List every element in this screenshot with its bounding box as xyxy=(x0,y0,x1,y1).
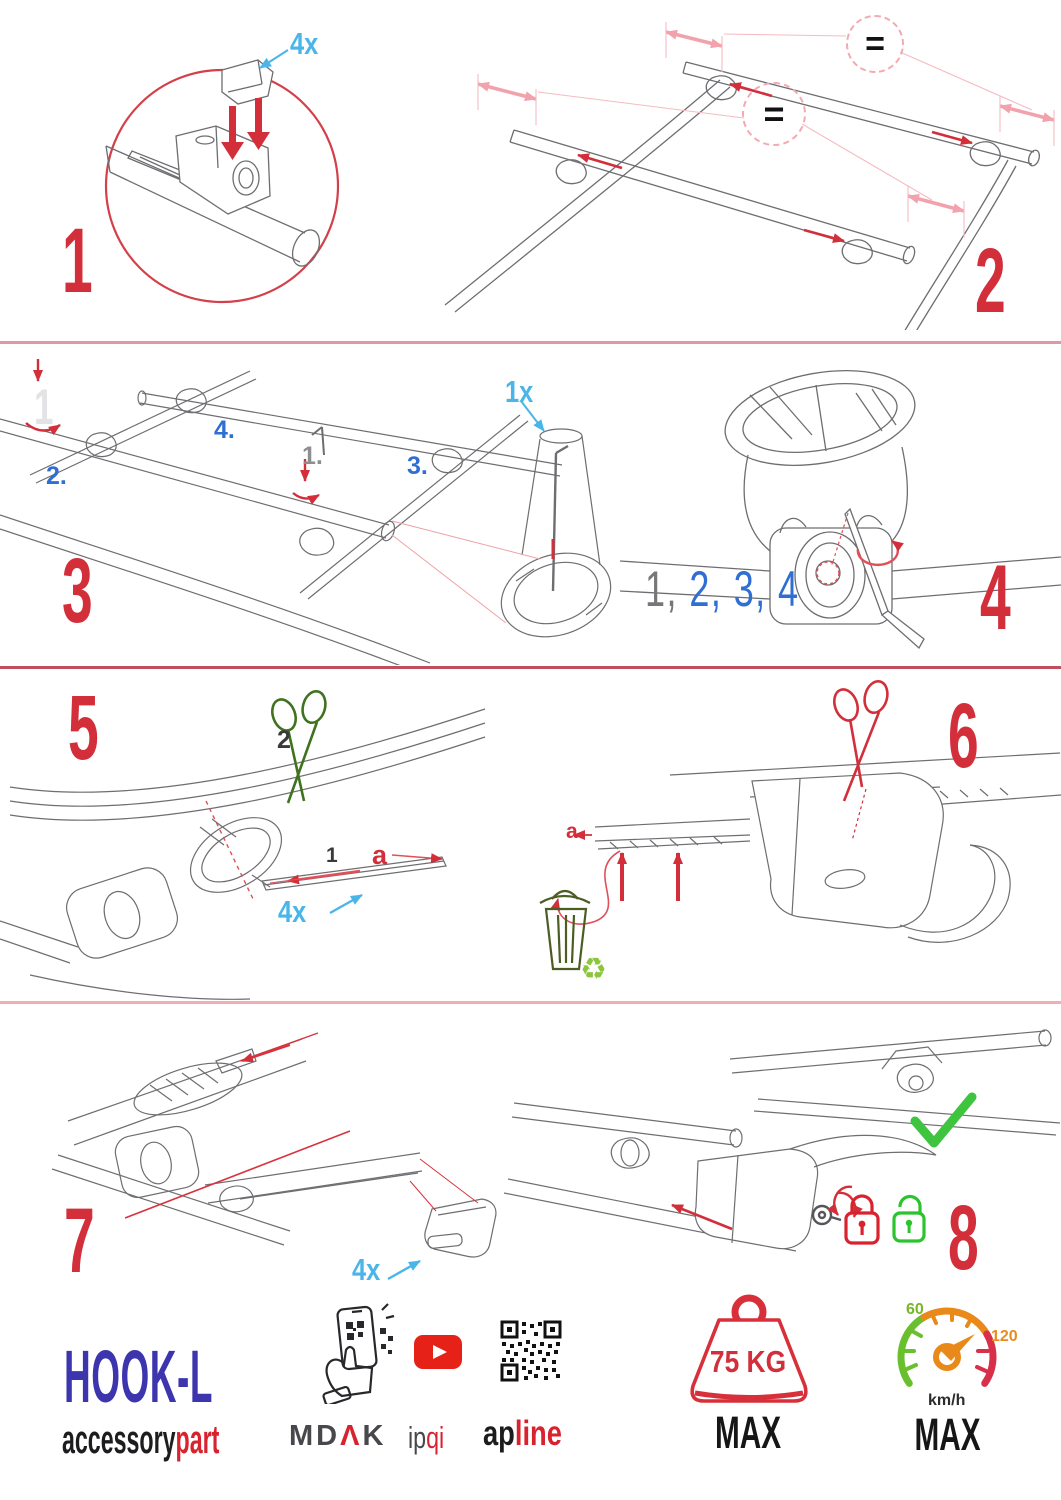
apline-line: line xyxy=(514,1414,562,1453)
step-number-3: 3 xyxy=(62,540,91,642)
cut-order-label: 2 xyxy=(277,726,291,754)
recycle-icon: ♻ xyxy=(580,953,607,986)
apline-logo xyxy=(483,1414,562,1454)
apline-ap: ap xyxy=(483,1414,515,1453)
sequence-gray: 1, xyxy=(645,561,678,617)
ghost-step-label: 1 xyxy=(34,379,54,435)
check-icon xyxy=(915,1097,972,1143)
brand-logo xyxy=(62,1420,219,1460)
step-number-6: 6 xyxy=(948,685,977,787)
equal-distance-badge xyxy=(846,15,904,73)
substep-label-1: 1. xyxy=(302,442,323,470)
step-number-4: 4 xyxy=(980,547,1009,649)
ipqi-qi: qi xyxy=(426,1420,445,1455)
brand-part: part xyxy=(175,1418,220,1462)
step2-illustration xyxy=(420,0,1061,330)
speed-unit-label: km/h xyxy=(928,1392,966,1409)
speed-high-label: 120 xyxy=(991,1328,1018,1345)
strip-a-label: a xyxy=(372,840,388,870)
equal-distance-badge xyxy=(742,82,806,146)
lock-open-icon xyxy=(894,1196,924,1241)
product-name: HOOK-L xyxy=(64,1335,213,1418)
quantity-label-step5: 4x xyxy=(278,894,307,929)
substep-label-3: 3. xyxy=(407,452,428,480)
substep-label-4: 4. xyxy=(214,416,235,444)
youtube-icon xyxy=(414,1335,462,1369)
ipqi-ip: ip xyxy=(408,1420,427,1455)
quantity-label-step7: 4x xyxy=(352,1252,381,1287)
scan-qr-phone-icon xyxy=(316,1300,400,1404)
mdak-logo xyxy=(289,1420,386,1453)
step-number-1: 1 xyxy=(62,210,91,312)
max-weight-value: 75 KG xyxy=(709,1344,787,1379)
max-speed-label: MAX xyxy=(914,1409,981,1460)
qr-code-icon xyxy=(500,1320,562,1382)
equal-sign: = xyxy=(865,24,885,63)
brand-accessory: accessory xyxy=(62,1418,176,1462)
lock-closed-icon xyxy=(846,1196,878,1243)
step-number-7: 7 xyxy=(64,1190,93,1292)
sequence-blue: 2, 3, 4 xyxy=(689,561,800,617)
quantity-label-step1: 4x xyxy=(290,26,319,61)
equal-sign: = xyxy=(763,93,785,134)
mdak-lambda: Λ xyxy=(340,1420,363,1452)
insert-order-label: 1 xyxy=(326,844,338,867)
mdak-k: K xyxy=(362,1420,387,1452)
ipqi-logo xyxy=(408,1420,444,1456)
speed-low-label: 60 xyxy=(906,1301,924,1318)
substep-label-2: 2. xyxy=(46,462,67,490)
quantity-label-step3: 1x xyxy=(505,374,534,409)
cut-a-label: a xyxy=(566,820,578,843)
max-weight-label: MAX xyxy=(715,1407,781,1458)
step-number-5: 5 xyxy=(68,677,97,779)
step-number-8: 8 xyxy=(948,1187,977,1289)
step-number-2: 2 xyxy=(975,230,1004,332)
mdak-md: MD xyxy=(289,1420,341,1452)
speedometer-icon xyxy=(885,1293,1010,1405)
tighten-sequence-label xyxy=(645,560,800,618)
